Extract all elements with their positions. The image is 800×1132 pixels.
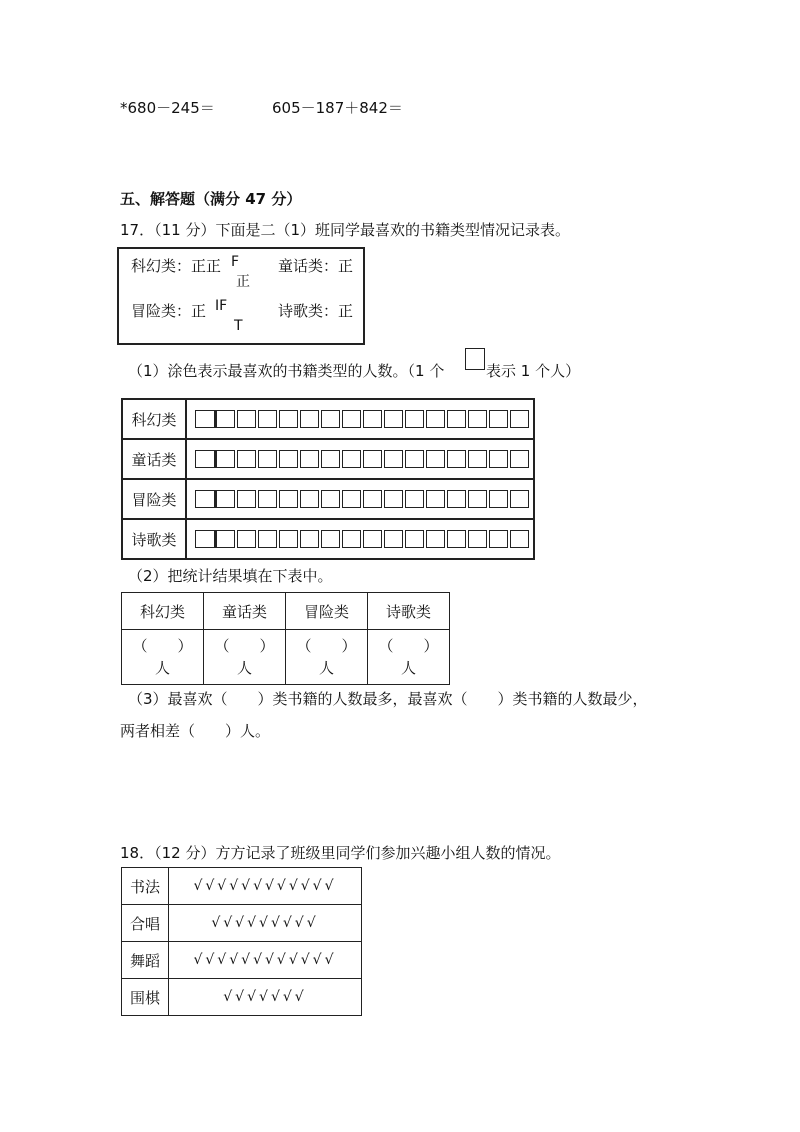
- result-cell[interactable]: （ ） 人: [368, 630, 450, 685]
- group-label: 书法: [122, 868, 169, 905]
- shading-table: [121, 398, 535, 560]
- table-row: [122, 979, 362, 1016]
- check-marks: √√√√√√√√√√√√: [169, 942, 362, 979]
- group-label: 舞蹈: [122, 942, 169, 979]
- shade-row: [122, 439, 534, 479]
- tally-scifi-partial: F: [231, 254, 240, 270]
- shade-row-label: 冒险类: [122, 479, 186, 519]
- tally-scifi-extra: 正: [236, 274, 250, 290]
- result-header: 童话类: [204, 593, 286, 630]
- q18-header: 18．（12 分）方方记录了班级里同学们参加兴趣小组人数的情况。: [120, 844, 561, 862]
- result-header: 科幻类: [122, 593, 204, 630]
- shade-row: [122, 399, 534, 439]
- q17-header: 17．（11 分）下面是二（1）班同学最喜欢的书籍类型情况记录表。: [120, 221, 570, 239]
- q17-part1-text: （1）涂色表示最喜欢的书籍类型的人数。（1 个: [128, 362, 445, 380]
- legend-square: [465, 348, 485, 370]
- check-marks: √√√√√√√√√: [169, 905, 362, 942]
- result-table: [121, 592, 450, 685]
- group-label: 合唱: [122, 905, 169, 942]
- q17-part3-line1: （3）最喜欢（ ）类书籍的人数最多，最喜欢（ ）类书籍的人数最少，: [128, 690, 648, 708]
- shade-row: [122, 519, 534, 559]
- result-cell[interactable]: （ ） 人: [204, 630, 286, 685]
- group-label: 围棋: [122, 979, 169, 1016]
- calc-expression-2: 605－187＋842＝: [272, 99, 403, 117]
- q17-part2-text: （2）把统计结果填在下表中。: [128, 567, 333, 585]
- tally-adventure-partial: IF: [215, 298, 228, 314]
- interest-group-table: [121, 867, 362, 1016]
- shade-cells-scifi[interactable]: [195, 410, 533, 428]
- table-row: [122, 905, 362, 942]
- result-cell[interactable]: （ ） 人: [286, 630, 368, 685]
- check-marks: √√√√√√√: [169, 979, 362, 1016]
- tally-poetry: 诗歌类：正: [278, 302, 354, 320]
- table-row: [122, 868, 362, 905]
- tally-scifi: 科幻类：正正: [131, 257, 222, 275]
- result-header: 诗歌类: [368, 593, 450, 630]
- tally-adventure: 冒险类：正: [131, 302, 207, 320]
- section-title: 五、解答题（满分 47 分）: [120, 190, 302, 208]
- result-cell[interactable]: （ ） 人: [122, 630, 204, 685]
- shade-row-label: 童话类: [122, 439, 186, 479]
- calc-expression-1: *680－245＝: [120, 99, 215, 117]
- shade-cells-adventure[interactable]: [195, 490, 533, 508]
- table-row: [122, 942, 362, 979]
- q17-part1-legend-text: 表示 1 个人）: [486, 362, 581, 380]
- shade-cells-poetry[interactable]: [195, 530, 533, 548]
- tally-adventure-extra: T: [234, 318, 243, 334]
- shade-row: [122, 479, 534, 519]
- shade-row-label: 科幻类: [122, 399, 186, 439]
- q17-part3-line2: 两者相差（ ）人。: [120, 722, 271, 740]
- tally-fairy: 童话类：正: [278, 257, 354, 275]
- shade-row-label: 诗歌类: [122, 519, 186, 559]
- check-marks: √√√√√√√√√√√√: [169, 868, 362, 905]
- shade-cells-fairy[interactable]: [195, 450, 533, 468]
- result-header: 冒险类: [286, 593, 368, 630]
